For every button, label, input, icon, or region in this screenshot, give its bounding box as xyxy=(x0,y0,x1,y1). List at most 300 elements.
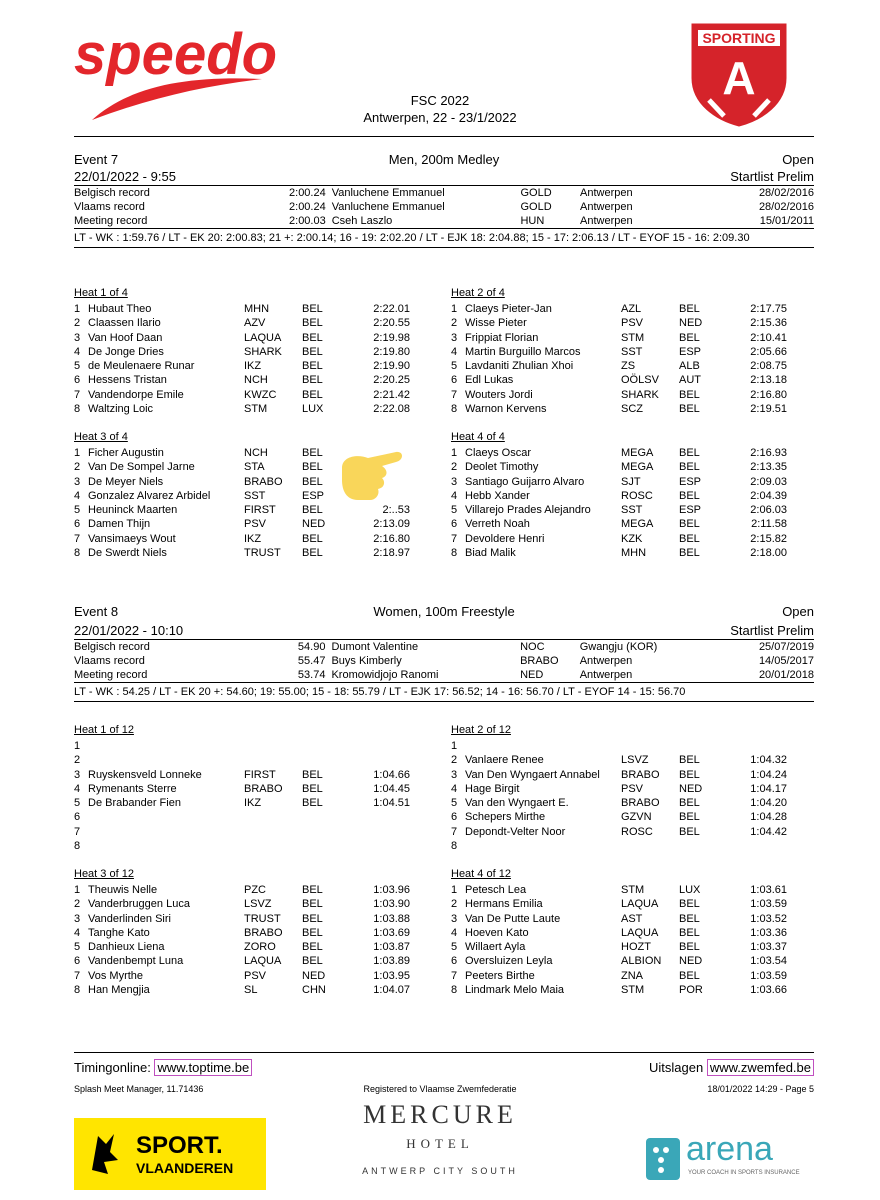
swimmer-name: Biad Malik xyxy=(465,547,516,560)
record-row xyxy=(74,654,814,668)
sporting-logo-text: SPORTING xyxy=(702,30,776,46)
club-code: BRABO xyxy=(244,782,283,795)
record-club: GOLD xyxy=(520,201,552,213)
lane-number: 5 xyxy=(74,797,81,810)
nation-code: BEL xyxy=(679,547,700,560)
lane-number: 4 xyxy=(451,489,458,502)
swimmer-name: Peeters Birthe xyxy=(465,969,535,982)
lane-number: 2 xyxy=(74,317,81,330)
entry-time: 2:22.08 xyxy=(373,403,410,416)
swimmer-name: Vansimaeys Wout xyxy=(88,532,176,545)
club-code: SJT xyxy=(621,475,641,488)
event-number: Event 8 xyxy=(74,604,119,619)
club-code: STM xyxy=(244,403,268,416)
club-code: SHARK xyxy=(244,345,282,358)
lane-number: 1 xyxy=(74,740,81,752)
club-code: MEGA xyxy=(621,518,654,531)
table-row xyxy=(451,810,787,824)
lane-number: 5 xyxy=(74,941,81,954)
entry-time: 2:16.93 xyxy=(750,447,787,459)
entry-time: 1:03.90 xyxy=(373,898,410,911)
lane-number: 1 xyxy=(451,884,458,896)
entry-time xyxy=(727,839,787,853)
nation-code: BEL xyxy=(679,303,700,315)
entry-time: 1:03.95 xyxy=(373,969,410,982)
club-code xyxy=(244,839,302,853)
event-list-type: Startlist Prelim xyxy=(730,169,814,184)
heat-entries xyxy=(74,739,410,853)
table-row xyxy=(74,753,410,767)
lane-number: 2 xyxy=(74,898,81,911)
club-code: STA xyxy=(244,461,265,474)
nation-code: BEL xyxy=(679,969,700,982)
table-row xyxy=(74,359,410,373)
mercure-logo xyxy=(330,1100,550,1176)
nation-code: ESP xyxy=(679,475,702,488)
table-row xyxy=(451,839,787,853)
swimmer-name: Oversluizen Leyla xyxy=(465,955,553,968)
club-code: NCH xyxy=(244,374,268,387)
swimmer-name: Santiago Guijarro Alvaro xyxy=(465,475,585,488)
entry-time: 1:03.59 xyxy=(750,969,787,982)
lane-number: 8 xyxy=(451,547,458,560)
lane-number: 8 xyxy=(74,547,81,560)
mercure-name: MERCURE xyxy=(363,1100,517,1129)
table-row xyxy=(451,517,787,531)
entry-time: 2:15.36 xyxy=(750,317,787,330)
timing-online xyxy=(74,1060,252,1075)
table-row xyxy=(451,489,787,503)
lane-number: 3 xyxy=(451,331,458,344)
nation-code: BEL xyxy=(302,504,323,517)
nation-code: BEL xyxy=(679,768,700,781)
table-row xyxy=(74,532,410,546)
lane-number: 3 xyxy=(451,475,458,488)
entry-time xyxy=(350,839,410,853)
lane-number: 4 xyxy=(74,489,81,502)
nation-code: BEL xyxy=(679,518,700,531)
arena-logo xyxy=(646,1130,801,1184)
heat-title: Heat 3 of 12 xyxy=(74,868,134,880)
record-date: 15/01/2011 xyxy=(759,215,814,227)
swimmer-name: Martin Burguillo Marcos xyxy=(465,345,581,358)
club-code: MHN xyxy=(244,303,270,315)
print-date: 18/01/2022 14:29 - Page 5 xyxy=(707,1084,814,1094)
table-row xyxy=(451,460,787,474)
swimmer-name: Gonzalez Alvarez Arbidel xyxy=(88,489,211,502)
club-code: AST xyxy=(621,912,643,925)
table-row xyxy=(451,532,787,546)
sport-text: SPORT. xyxy=(136,1132,223,1159)
swimmer-name: De Swerdt Niels xyxy=(88,547,167,560)
lion-icon xyxy=(86,1130,122,1178)
swimmer-name: Rymenants Sterre xyxy=(88,782,177,795)
swimmer-name xyxy=(88,825,244,839)
nation-code: BEL xyxy=(302,331,323,344)
table-row xyxy=(74,839,410,853)
club-code: BRABO xyxy=(621,768,660,781)
heat-entries xyxy=(451,302,787,416)
swimmer-name: De Meyer Niels xyxy=(88,475,164,488)
swimmer-name: Ficher Augustin xyxy=(88,447,164,459)
swimmer-name xyxy=(88,739,244,753)
heat-block xyxy=(451,286,801,416)
lane-number: 8 xyxy=(74,840,81,853)
record-place: Antwerpen xyxy=(580,215,633,227)
record-label: Vlaams record xyxy=(74,655,145,667)
timing-link[interactable]: www.toptime.be xyxy=(154,1059,252,1076)
swimmer-name xyxy=(88,839,244,853)
limit-times: LT - WK : 54.25 / LT - EK 20 +: 54.60; 19: 55.00; 15 - 18: 55.79 / LT - EJK 17: 56.52; 14 - 16: 56.70 / LT - EYOF 14 - 15: 56.70 xyxy=(74,686,686,698)
event-date: 22/01/2022 - 10:10 xyxy=(74,623,184,638)
swimmer-name: Devoldere Henri xyxy=(465,532,545,545)
table-row xyxy=(74,883,410,897)
footer-links xyxy=(74,1060,814,1075)
club-code: SST xyxy=(621,345,643,358)
record-row xyxy=(74,200,814,214)
records-table xyxy=(74,640,814,682)
club-code xyxy=(244,753,302,767)
lane-number: 4 xyxy=(451,926,458,939)
table-row xyxy=(451,388,787,402)
record-label: Vlaams record xyxy=(74,201,145,213)
swimmer-name: Lavdaniti Zhulian Xhoi xyxy=(465,360,574,373)
arena-dots-icon xyxy=(646,1138,680,1180)
nation-code xyxy=(302,739,350,753)
swimmer-name: Theuwis Nelle xyxy=(88,884,158,896)
club-code: AZL xyxy=(621,303,642,315)
table-row xyxy=(74,546,410,560)
table-row xyxy=(74,983,410,997)
table-row xyxy=(74,316,410,330)
club-code: PSV xyxy=(244,518,267,531)
table-row xyxy=(451,954,787,968)
swimmer-name: Van De Sompel Jarne xyxy=(88,461,195,474)
record-holder: Cseh Laszlo xyxy=(331,215,393,227)
nation-code: BEL xyxy=(679,489,700,502)
record-time: 2:00.24 xyxy=(289,187,326,199)
event-8-header xyxy=(74,603,814,702)
entry-time: 1:04.42 xyxy=(750,825,787,838)
nation-code: CHN xyxy=(302,984,326,997)
table-row xyxy=(74,302,410,316)
club-code: SST xyxy=(621,504,643,517)
heat-title: Heat 4 of 12 xyxy=(451,868,511,880)
registered-to: Registered to Vlaamse Zwemfederatie xyxy=(363,1084,517,1094)
lane-number: 7 xyxy=(451,388,458,401)
nation-code: BEL xyxy=(679,447,700,459)
club-code: LSVZ xyxy=(621,754,649,767)
club-code: SHARK xyxy=(621,388,659,401)
entry-time: 2:17.75 xyxy=(750,303,787,315)
record-time: 53.74 xyxy=(297,669,326,681)
nation-code: BEL xyxy=(302,461,323,474)
lane-number: 7 xyxy=(451,969,458,982)
record-place: Antwerpen xyxy=(580,187,633,199)
table-row xyxy=(451,302,787,316)
lane-number: 7 xyxy=(74,388,81,401)
nation-code: BEL xyxy=(302,345,323,358)
table-row xyxy=(74,897,410,911)
entry-time: 1:03.89 xyxy=(373,955,410,968)
record-place: Gwangju (KOR) xyxy=(579,641,658,653)
table-row xyxy=(74,782,410,796)
swimmer-name: Hubaut Theo xyxy=(88,303,152,315)
swimmer-name: Hessens Tristan xyxy=(88,374,167,387)
record-place: Antwerpen xyxy=(579,655,633,667)
footer-rule xyxy=(74,1052,814,1053)
swimmer-name: Villarejo Prades Alejandro xyxy=(465,504,591,517)
lane-number: 8 xyxy=(451,403,458,416)
table-row xyxy=(74,402,410,416)
lane-number: 6 xyxy=(451,518,458,531)
record-row xyxy=(74,214,814,228)
heat-entries xyxy=(451,883,787,997)
nation-code: BEL xyxy=(302,374,323,387)
nation-code: BEL xyxy=(679,754,700,767)
swimmer-name: Vos Myrthe xyxy=(88,969,144,982)
nation-code: NED xyxy=(302,518,326,531)
swimmer-name: Vandendorpe Emile xyxy=(88,388,184,401)
club-code: IKZ xyxy=(244,360,262,373)
entry-time: 1:04.66 xyxy=(373,768,410,781)
software-credit: Splash Meet Manager, 11.71436 xyxy=(74,1084,204,1094)
club-code: ZORO xyxy=(244,941,276,954)
entry-time: 2:15.82 xyxy=(750,532,787,545)
swimmer-name xyxy=(465,839,621,853)
table-row xyxy=(74,517,410,531)
club-code: SL xyxy=(244,984,258,997)
swimmer-name: Depondt-Velter Noor xyxy=(465,825,566,838)
club-code: AZV xyxy=(244,317,266,330)
club-code: KZK xyxy=(621,532,643,545)
table-row xyxy=(451,402,787,416)
lane-number: 3 xyxy=(451,768,458,781)
entry-time: 1:04.32 xyxy=(750,754,787,767)
club-code: MEGA xyxy=(621,461,654,474)
lane-number: 1 xyxy=(74,303,81,315)
club-code: SCZ xyxy=(621,403,643,416)
heat-title: Heat 2 of 12 xyxy=(451,724,511,736)
nation-code xyxy=(302,810,350,824)
record-place: Antwerpen xyxy=(579,669,633,681)
club-code: KWZC xyxy=(244,388,277,401)
nation-code: BEL xyxy=(302,926,323,939)
entry-time: 1:03.36 xyxy=(750,926,787,939)
entry-time: 2:09.03 xyxy=(750,475,787,488)
table-row xyxy=(451,503,787,517)
record-date: 28/02/2016 xyxy=(758,201,814,213)
nation-code: BEL xyxy=(302,475,323,488)
lane-number: 7 xyxy=(451,532,458,545)
mercure-sub: HOTEL xyxy=(406,1136,474,1151)
event-list-type: Startlist Prelim xyxy=(730,623,814,638)
record-date: 28/02/2016 xyxy=(758,187,814,199)
record-holder: Dumont Valentine xyxy=(331,641,419,653)
table-row xyxy=(74,969,410,983)
nation-code: BEL xyxy=(302,447,323,459)
lane-number: 5 xyxy=(451,360,458,373)
lane-number: 1 xyxy=(74,884,81,896)
table-row xyxy=(451,796,787,810)
lane-number: 2 xyxy=(74,461,81,474)
entry-time: 1:04.20 xyxy=(750,797,787,810)
lane-number: 5 xyxy=(74,504,81,517)
swimmer-name: Van Den Wyngaert Annabel xyxy=(465,768,600,781)
nation-code: NED xyxy=(679,782,703,795)
entry-time: 2:..53 xyxy=(382,504,410,517)
record-label: Belgisch record xyxy=(74,187,150,199)
entry-time: 2:13.09 xyxy=(373,518,410,531)
lane-number: 3 xyxy=(74,768,81,781)
club-code: LSVZ xyxy=(244,898,272,911)
record-date: 14/05/2017 xyxy=(758,655,814,667)
lane-number: 3 xyxy=(74,912,81,925)
club-code: STM xyxy=(621,331,645,344)
swimmer-name: Claeys Oscar xyxy=(465,447,532,459)
table-row xyxy=(74,768,410,782)
entry-time: 1:03.87 xyxy=(373,941,410,954)
table-row xyxy=(74,345,410,359)
record-row xyxy=(74,640,814,654)
record-label: Belgisch record xyxy=(74,641,150,653)
table-row xyxy=(451,782,787,796)
table-row xyxy=(74,940,410,954)
nation-code: BEL xyxy=(302,884,323,896)
club-code: LAQUA xyxy=(621,898,659,911)
swimmer-name: De Jonge Dries xyxy=(88,345,164,358)
club-code: SST xyxy=(244,489,266,502)
nation-code xyxy=(302,825,350,839)
swimmer-name: Lindmark Melo Maia xyxy=(465,984,565,997)
records-table xyxy=(74,186,814,228)
entry-time: 2:21.42 xyxy=(373,388,410,401)
club-code: GZVN xyxy=(621,811,652,824)
table-row xyxy=(74,796,410,810)
event-category: Open xyxy=(782,604,814,619)
heat-block xyxy=(74,867,424,997)
entry-time: 1:04.51 xyxy=(373,797,410,810)
heat-block xyxy=(74,723,424,853)
event-title: Men, 200m Medley xyxy=(388,152,500,167)
lane-number: 7 xyxy=(74,532,81,545)
nation-code xyxy=(302,753,350,767)
table-row xyxy=(451,359,787,373)
club-code: LAQUA xyxy=(244,331,282,344)
nation-code: BEL xyxy=(679,926,700,939)
club-code: PSV xyxy=(621,317,644,330)
record-club: NED xyxy=(520,669,544,681)
swimmer-name: Deolet Timothy xyxy=(465,461,539,474)
heat-entries xyxy=(74,883,410,997)
entry-time: 2:20.25 xyxy=(373,374,410,387)
swimmer-name: Petesch Lea xyxy=(465,884,527,896)
table-row xyxy=(451,331,787,345)
nation-code: BEL xyxy=(302,532,323,545)
nation-code: AUT xyxy=(679,374,701,387)
table-row xyxy=(74,331,410,345)
entry-time: 2:18.97 xyxy=(373,547,410,560)
nation-code xyxy=(679,739,727,753)
nation-code: BEL xyxy=(679,825,700,838)
record-row xyxy=(74,668,814,682)
nation-code: BEL xyxy=(302,955,323,968)
heat-block xyxy=(74,286,424,416)
heat-block xyxy=(451,867,801,997)
record-club: GOLD xyxy=(520,187,552,199)
results-label: Uitslagen xyxy=(649,1060,704,1075)
record-label: Meeting record xyxy=(74,215,148,227)
results-link[interactable]: www.zwemfed.be xyxy=(707,1059,814,1076)
swimmer-name: Vanderlinden Siri xyxy=(88,912,171,925)
swimmer-name xyxy=(465,739,621,753)
entry-time: 2:08.75 xyxy=(750,360,787,373)
event-category: Open xyxy=(782,152,814,167)
swimmer-name: Claassen Ilario xyxy=(88,317,161,330)
table-row xyxy=(74,373,410,387)
nation-code: ALB xyxy=(679,360,700,373)
lane-number: 4 xyxy=(74,782,81,795)
club-code: ROSC xyxy=(621,489,653,502)
swimmer-name: Danhieux Liena xyxy=(88,941,165,954)
record-row xyxy=(74,186,814,200)
nation-code: NED xyxy=(679,955,703,968)
results-online xyxy=(649,1060,814,1075)
nation-code: NED xyxy=(679,317,703,330)
club-code: IKZ xyxy=(244,797,262,810)
table-row xyxy=(451,926,787,940)
lane-number: 3 xyxy=(451,912,458,925)
table-row xyxy=(451,753,787,767)
record-time: 2:00.24 xyxy=(289,201,326,213)
club-code: HOZT xyxy=(621,941,651,954)
table-row xyxy=(451,940,787,954)
entry-time: 2:19.51 xyxy=(750,403,787,416)
table-row xyxy=(74,825,410,839)
swimmer-name: Damen Thijn xyxy=(88,518,151,531)
entry-time: 1:03.59 xyxy=(750,898,787,911)
entry-time: 1:03.66 xyxy=(750,984,787,997)
lane-number: 7 xyxy=(451,825,458,838)
swimmer-name: Vandenbempt Luna xyxy=(88,955,184,968)
heat-title: Heat 1 of 12 xyxy=(74,724,134,736)
club-code: BRABO xyxy=(244,475,283,488)
table-row xyxy=(74,954,410,968)
swimmer-name: Warnon Kervens xyxy=(465,403,547,416)
club-code: ROSC xyxy=(621,825,653,838)
record-time: 2:00.03 xyxy=(289,215,326,227)
lane-number: 5 xyxy=(74,360,81,373)
club-code: STM xyxy=(621,884,645,896)
heat-title: Heat 2 of 4 xyxy=(451,287,505,299)
vlaanderen-text: VLAANDEREN xyxy=(136,1160,234,1176)
lane-number: 2 xyxy=(451,317,458,330)
table-row xyxy=(451,739,787,753)
heat-title: Heat 1 of 4 xyxy=(74,287,128,299)
club-code: STM xyxy=(621,984,645,997)
club-code: LAQUA xyxy=(244,955,282,968)
swimmer-name: Hoeven Kato xyxy=(465,926,529,939)
nation-code: BEL xyxy=(302,797,323,810)
entry-time: 1:03.61 xyxy=(750,884,787,896)
club-code: PZC xyxy=(244,884,266,896)
swimmer-name: Han Mengjia xyxy=(88,984,150,997)
entry-time: 1:03.69 xyxy=(373,926,410,939)
swimmer-name: Wouters Jordi xyxy=(465,388,533,401)
swimmer-name: Ruyskensveld Lonneke xyxy=(88,768,202,781)
club-code xyxy=(244,825,302,839)
swimmer-name: Hermans Emilia xyxy=(465,898,543,911)
